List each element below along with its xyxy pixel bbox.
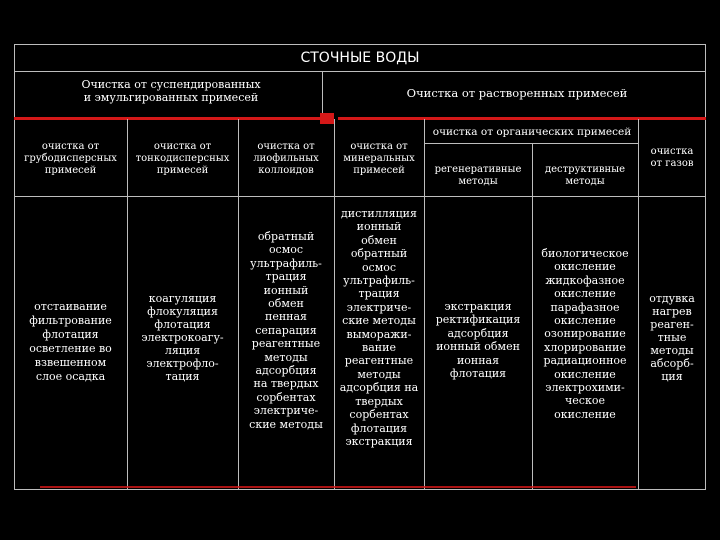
heading-divider — [322, 71, 323, 116]
colloid-methods: обратный осмос ультрафиль- трация ионный обмен пенная сепарация реагентные методы адсорбция на твердых сорбентах электриче- ские методы — [249, 230, 323, 431]
organic-divider — [424, 143, 638, 144]
title-divider — [14, 71, 706, 72]
destructive-header: деструктивные методы — [544, 164, 626, 187]
mineral-methods: дистилляция ионный обмен обратный осмос ультрафиль- трация электриче- ские методы выморажи- вание реагентные методы адсорбция на твердых сорбентах флотация экстракция — [339, 207, 419, 448]
coarse-header: очистка от грубодисперсных примесей — [24, 141, 117, 176]
heading-red-line-right — [338, 117, 706, 120]
regenerative-methods: экстракция ректификация адсорбция ионный обмен ионная флотация — [435, 300, 521, 381]
fine-methods: коагуляция флокуляция флотация электрокоагу- ляция электрофло- тация — [141, 292, 224, 383]
gases-methods: отдувка нагрев реаген- тные методы абсорб- ция — [649, 292, 695, 383]
colloid-header: очистка от лиофильных коллоидов — [253, 141, 319, 176]
fine-header: очистка от тонкодисперсных примесей — [135, 141, 230, 176]
header-row-divider — [14, 196, 706, 197]
dissolved-heading: Очистка от растворенных примесей — [406, 86, 628, 100]
suspended-heading: Очистка от суспендированных и эмульгированных примесей — [81, 78, 261, 104]
destructive-methods: биологическое окисление жидкофазное окисление парафазное окисление озонирование хлорирование радиационное окисление электрохими- ческое окисление — [541, 247, 629, 421]
bottom-red-line — [40, 486, 636, 488]
heading-red-marker — [320, 113, 334, 124]
coarse-methods: отстаивание фильтрование флотация осветление во взвешенном слое осадка — [29, 300, 112, 383]
diagram-title: СТОЧНЫЕ ВОДЫ — [300, 50, 420, 66]
mineral-header: очистка от минеральных примесей — [343, 141, 415, 176]
gases-header: очистка от газов — [650, 146, 694, 169]
regenerative-header: регенеративные методы — [434, 164, 522, 187]
organic-heading: очистка от органических примесей — [432, 126, 632, 138]
heading-red-line-left — [14, 117, 322, 120]
